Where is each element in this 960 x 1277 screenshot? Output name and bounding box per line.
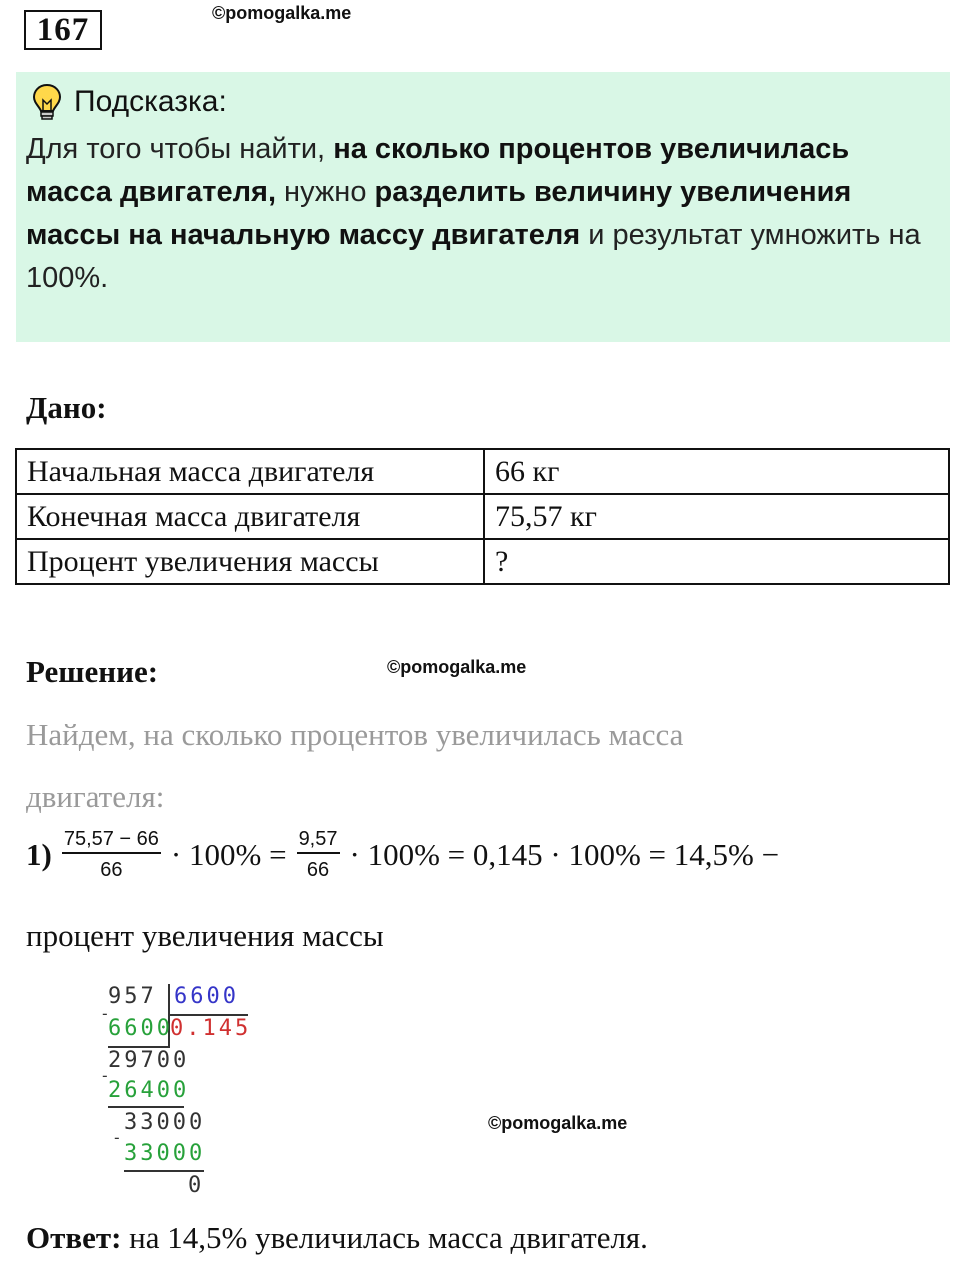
division-minus: - (100, 1066, 113, 1085)
solution-intro-1: Найдем, на сколько процентов увеличилась масса (26, 717, 684, 752)
given-label: Начальная масса двигателя (16, 449, 484, 494)
fraction-1 (62, 828, 161, 882)
answer-line (26, 1220, 648, 1256)
hint-text (26, 128, 926, 300)
hint-part: Для того чтобы найти, (26, 133, 334, 165)
division-subtrahend-1: 6600 (108, 1016, 173, 1041)
given-label: Процент увеличения массы (16, 539, 484, 584)
fraction-1-denominator: 66 (100, 859, 123, 881)
given-table (15, 448, 950, 585)
division-remainder-2: 33000 (124, 1110, 206, 1135)
division-remainder-1: 29700 (108, 1048, 190, 1073)
division-dividend: 957 (108, 984, 157, 1009)
solution-intro-2: двигателя: (26, 779, 165, 814)
hint-part-bold: разделить величину увеличения массы на начальную массу двигателя (26, 176, 852, 251)
watermark-middle: ©pomogalka.me (387, 657, 527, 677)
lightbulb-icon (30, 82, 64, 122)
given-value: ? (484, 539, 949, 584)
given-value: 75,57 кг (484, 494, 949, 539)
long-division (100, 982, 260, 1202)
hint-part-bold: на сколько процентов увеличилась масса двигателя, (26, 133, 850, 208)
table-row (16, 449, 949, 494)
hint-part: нужно (276, 176, 375, 208)
table-row (16, 494, 949, 539)
fraction-1-numerator: 75,57 − 66 (62, 828, 161, 854)
answer-label: Ответ: (26, 1220, 122, 1255)
table-row (16, 539, 949, 584)
division-minus: - (100, 1004, 113, 1023)
answer-text: на 14,5% увеличилась масса двигателя. (121, 1220, 648, 1255)
solution-conclusion: процент увеличения массы (26, 918, 384, 953)
division-line (124, 1170, 204, 1172)
division-divisor: 6600 (174, 984, 239, 1009)
watermark-top: ©pomogalka.me (212, 3, 352, 23)
hint-part: и результат умножить на 100%. (26, 219, 921, 294)
watermark-bottom: ©pomogalka.me (488, 1113, 628, 1133)
formula-part-1: · 100% = (170, 837, 287, 872)
division-subtrahend-3: 33000 (124, 1141, 206, 1166)
division-quotient: 0.145 (170, 1016, 252, 1041)
formula-line (26, 828, 779, 882)
division-minus: - (112, 1128, 125, 1147)
division-final: 0 (188, 1173, 205, 1198)
step-label: 1) (26, 837, 52, 872)
given-value: 66 кг (484, 449, 949, 494)
division-subtrahend-2: 26400 (108, 1078, 190, 1103)
hint-title-text: Подсказка: (74, 85, 227, 118)
fraction-2-numerator: 9,57 (297, 828, 340, 854)
task-number: 167 (24, 10, 102, 50)
fraction-2-denominator: 66 (306, 859, 330, 881)
hint-title (30, 80, 227, 124)
fraction-2 (297, 828, 340, 882)
solution-title: Решение: (26, 654, 159, 689)
given-title: Дано: (26, 390, 107, 425)
division-line (108, 1106, 184, 1108)
formula-part-2: · 100% = 0,145 · 100% = 14,5% − (349, 837, 780, 872)
given-label: Конечная масса двигателя (16, 494, 484, 539)
